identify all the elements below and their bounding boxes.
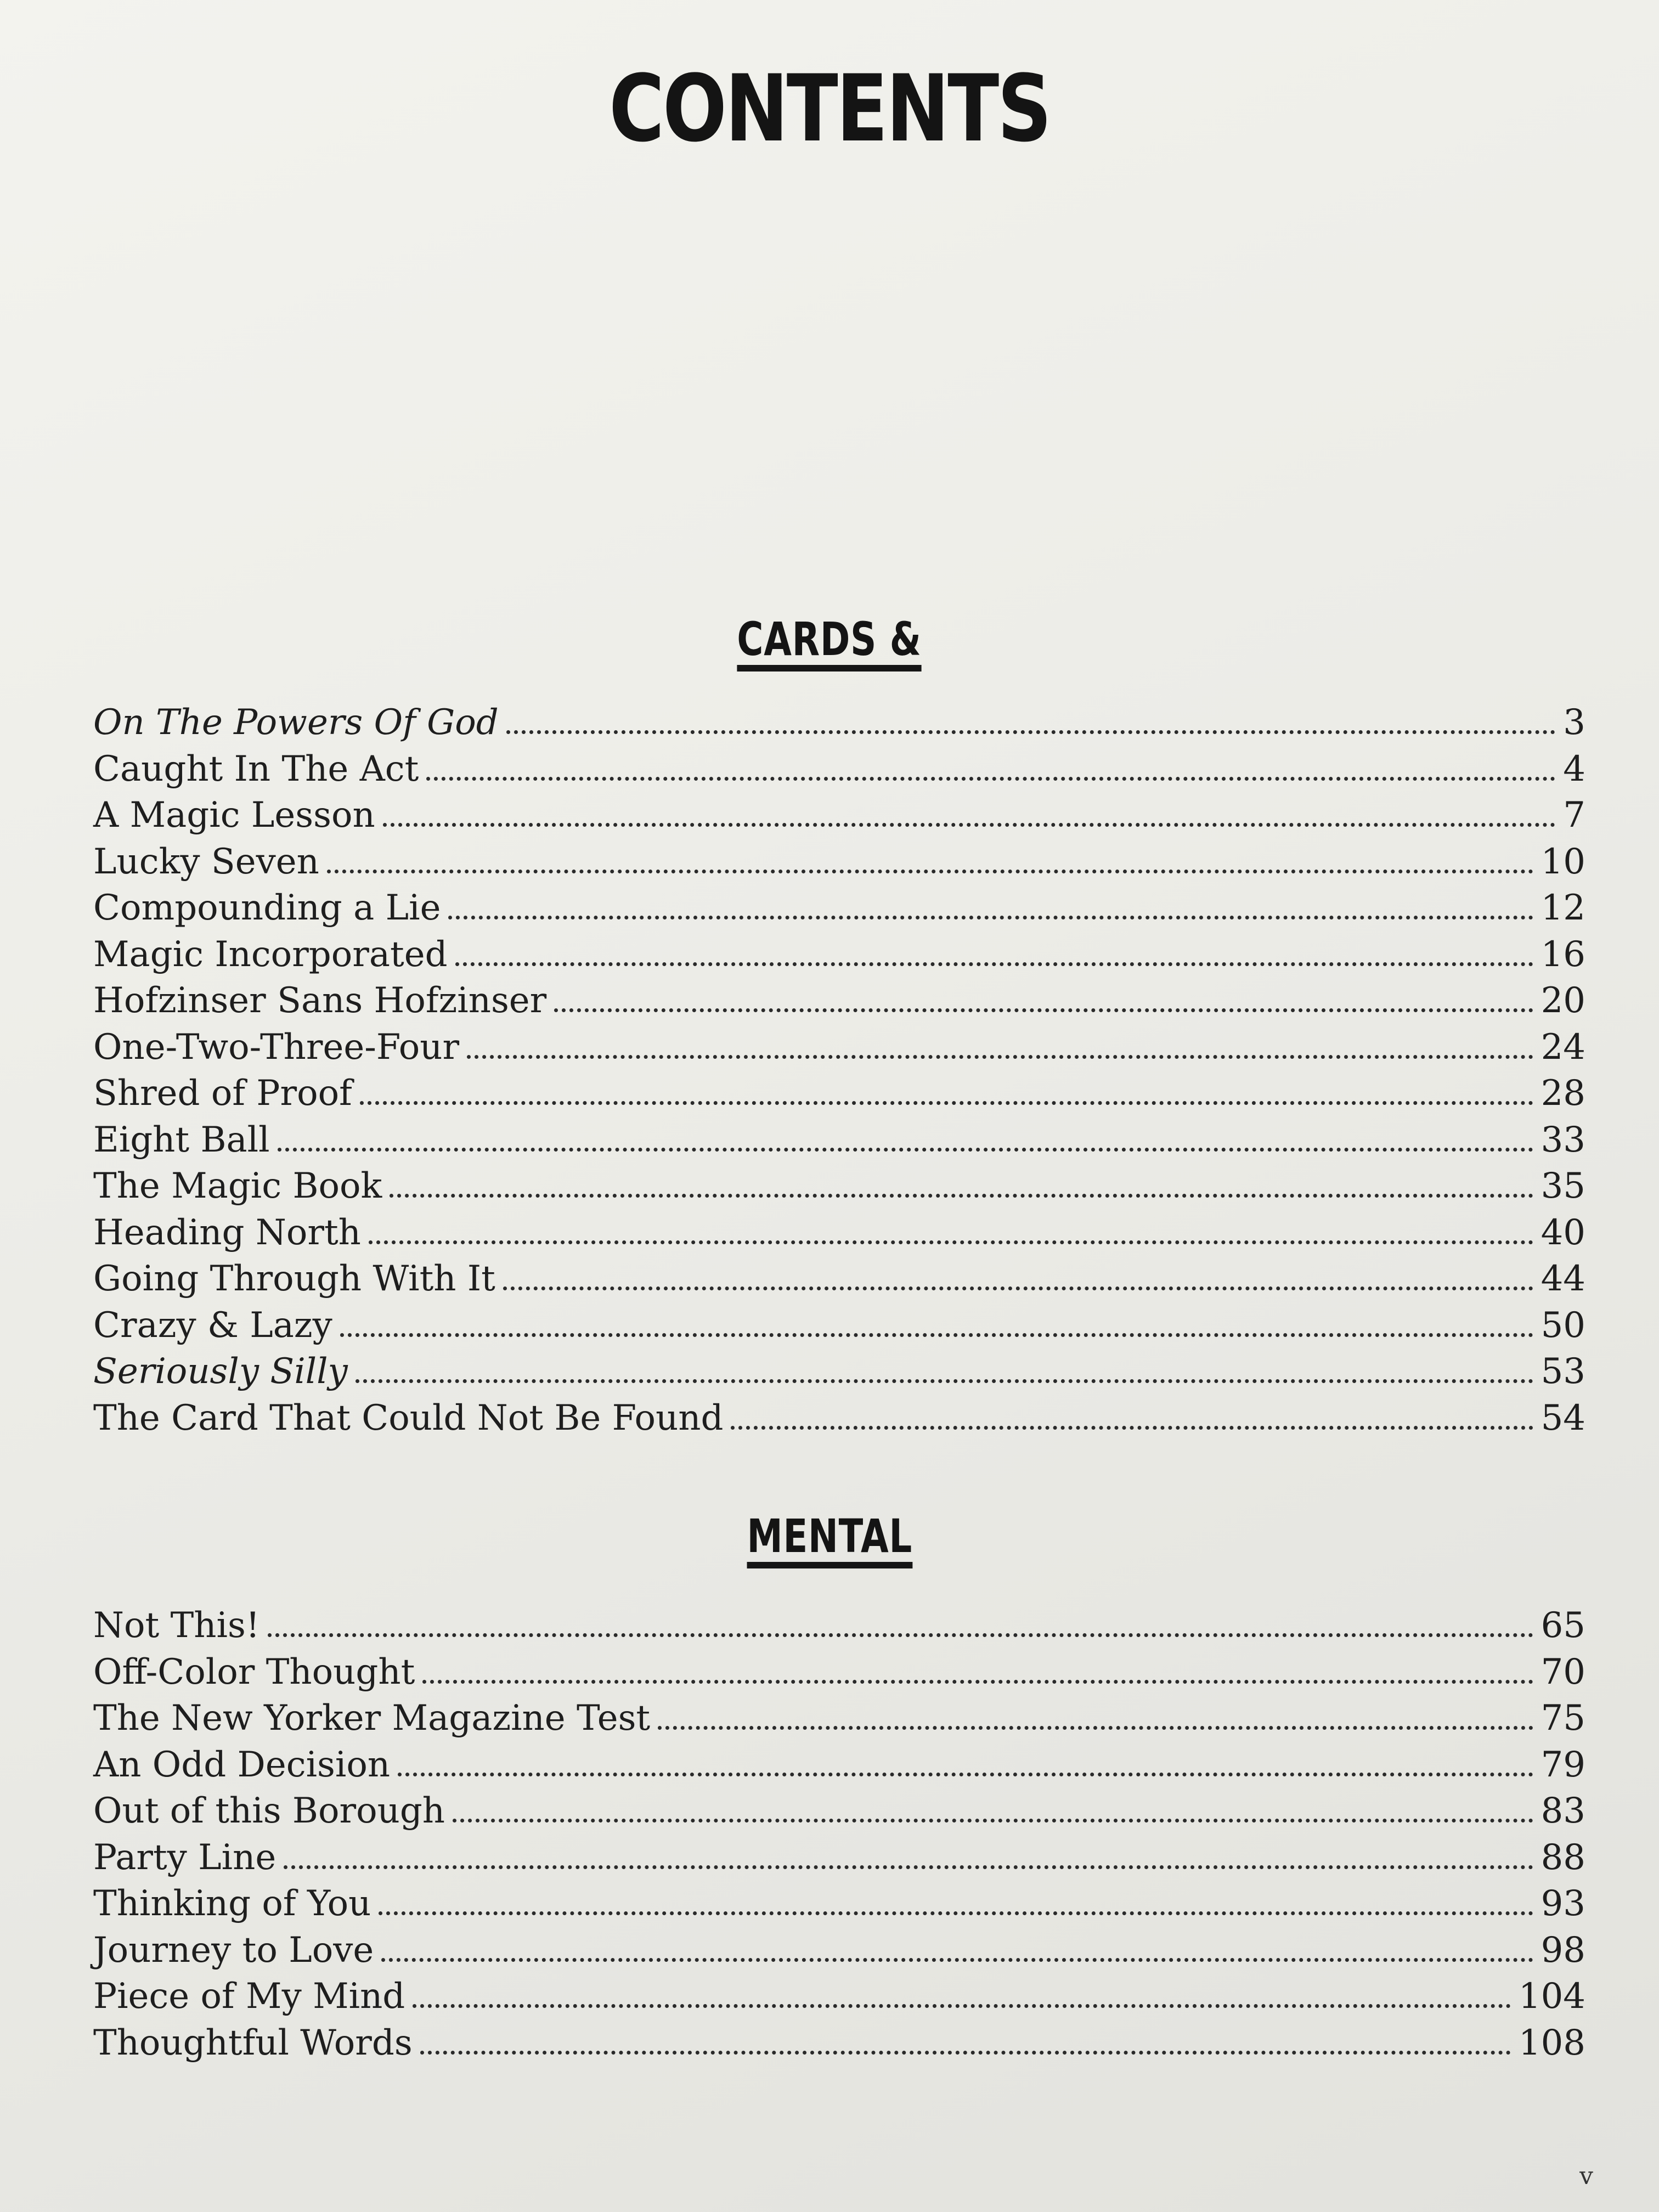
- dot-leader: [369, 1240, 1533, 1244]
- toc-entry: [93, 1652, 1585, 1699]
- toc-entry-page: 16: [1541, 934, 1585, 975]
- toc-entry: [93, 1837, 1585, 1884]
- toc-entry-title: Thinking of You: [93, 1883, 371, 1924]
- toc-entry-title: Thoughtful Words: [93, 2022, 413, 2063]
- toc-entry-page: 65: [1541, 1605, 1585, 1646]
- dot-leader: [327, 870, 1533, 873]
- toc-entry-title: On The Powers Of God: [93, 702, 499, 743]
- dot-leader: [658, 1726, 1533, 1730]
- dot-leader: [455, 962, 1533, 966]
- toc-entry-title: Party Line: [93, 1837, 276, 1878]
- toc-entry-page: 12: [1541, 888, 1585, 928]
- dot-leader: [268, 1633, 1533, 1637]
- toc-entry-page: 75: [1541, 1698, 1585, 1739]
- toc-entry-title: Seriously Silly: [93, 1351, 348, 1392]
- toc-entry-page: 33: [1541, 1119, 1585, 1160]
- toc-entry-title: An Odd Decision: [93, 1744, 391, 1785]
- dot-leader: [381, 1958, 1533, 1962]
- section-heading-cards: [0, 613, 1659, 672]
- toc-entry: [93, 1605, 1585, 1652]
- toc-entry-title: Hofzinser Sans Hofzinser: [93, 980, 547, 1021]
- toc-entry-page: 93: [1541, 1883, 1585, 1924]
- toc-entry-page: 44: [1541, 1259, 1585, 1299]
- toc-entry-page: 53: [1541, 1351, 1585, 1392]
- toc-entry: [93, 1698, 1585, 1745]
- toc-entry-page: 4: [1563, 748, 1585, 789]
- toc-entry: [93, 888, 1585, 934]
- toc-entry: [93, 842, 1585, 888]
- toc-entry: [93, 1883, 1585, 1930]
- toc-entry: [93, 2023, 1585, 2069]
- toc-entry-title: Compounding a Lie: [93, 888, 441, 928]
- dot-leader: [360, 1101, 1533, 1105]
- toc-entry-page: 3: [1563, 702, 1585, 743]
- section-heading-mental: [0, 1510, 1659, 1568]
- toc-entry-page: 104: [1518, 1976, 1585, 2017]
- toc-entry-page: 20: [1541, 980, 1585, 1021]
- toc-entry: [93, 1930, 1585, 1977]
- page-title: CONTENTS: [609, 55, 1050, 162]
- toc-entry-page: 79: [1541, 1744, 1585, 1785]
- toc-entry-page: 54: [1541, 1397, 1585, 1438]
- dot-leader: [422, 1680, 1533, 1684]
- toc-entry: [93, 1073, 1585, 1120]
- toc-entry-title: Caught In The Act: [93, 748, 419, 789]
- toc-entry-title: Journey to Love: [93, 1929, 374, 1971]
- toc-entry: [93, 1745, 1585, 1791]
- dot-leader: [731, 1426, 1533, 1430]
- toc-entry-page: 88: [1541, 1837, 1585, 1878]
- toc-entry-title: The Magic Book: [93, 1166, 382, 1206]
- toc-entry-title: The New Yorker Magazine Test: [93, 1698, 651, 1739]
- toc-entry-title: Not This!: [93, 1605, 260, 1646]
- toc-entry: [93, 1398, 1585, 1444]
- toc-entry: [93, 749, 1585, 795]
- toc-entry-page: 35: [1541, 1166, 1585, 1206]
- toc-entry-page: 24: [1541, 1026, 1585, 1068]
- toc-entry-title: Crazy & Lazy: [93, 1305, 332, 1346]
- dot-leader: [503, 1286, 1533, 1290]
- toc-entry-page: 98: [1541, 1929, 1585, 1971]
- dot-leader: [426, 777, 1555, 781]
- dot-leader: [340, 1333, 1533, 1337]
- toc-entry-title: A Magic Lesson: [93, 795, 375, 836]
- toc-entry: [93, 1259, 1585, 1305]
- dot-leader: [390, 1194, 1533, 1198]
- toc-entry: [93, 1351, 1585, 1398]
- toc-entry: [93, 1027, 1585, 1074]
- toc-entry-page: 70: [1541, 1651, 1585, 1692]
- toc-entry: [93, 1791, 1585, 1837]
- toc-entry-title: Piece of My Mind: [93, 1976, 405, 2017]
- toc-list-cards: [93, 702, 1585, 1444]
- toc-entry: [93, 1976, 1585, 2023]
- toc-entry-title: Shred of Proof: [93, 1073, 352, 1114]
- toc-entry-title: The Card That Could Not Be Found: [93, 1397, 724, 1438]
- dot-leader: [284, 1865, 1533, 1869]
- toc-entry: [93, 1212, 1585, 1259]
- page-number: v: [1579, 2162, 1593, 2190]
- toc-entry: [93, 1120, 1585, 1166]
- dot-leader: [506, 730, 1556, 734]
- dot-leader: [356, 1379, 1533, 1383]
- dot-leader: [383, 823, 1556, 827]
- toc-entry-title: Out of this Borough: [93, 1791, 445, 1831]
- toc-entry-page: 108: [1518, 2022, 1585, 2063]
- dot-leader: [278, 1148, 1533, 1152]
- toc-entry-title: One-Two-Three-Four: [93, 1026, 460, 1068]
- toc-entry-page: 40: [1541, 1212, 1585, 1253]
- toc-entry: [93, 702, 1585, 749]
- toc-entry: [93, 934, 1585, 981]
- dot-leader: [467, 1055, 1533, 1059]
- dot-leader: [453, 1819, 1533, 1822]
- toc-entry-page: 10: [1541, 841, 1585, 882]
- dot-leader: [420, 2051, 1511, 2055]
- section-heading-text: CARDS &: [737, 613, 922, 672]
- dot-leader: [398, 1773, 1533, 1776]
- toc-entry: [93, 980, 1585, 1027]
- toc-entry: [93, 1305, 1585, 1352]
- section-heading-text: MENTAL: [747, 1510, 912, 1568]
- toc-entry-title: Heading North: [93, 1212, 361, 1253]
- toc-entry-title: Magic Incorporated: [93, 934, 448, 975]
- dot-leader: [554, 1008, 1533, 1012]
- toc-entry-page: 7: [1563, 795, 1585, 836]
- toc-entry: [93, 1166, 1585, 1212]
- dot-leader: [448, 916, 1533, 919]
- toc-entry-page: 50: [1541, 1305, 1585, 1346]
- toc-entry-title: Going Through With It: [93, 1259, 495, 1299]
- dot-leader: [413, 2004, 1511, 2008]
- dot-leader: [379, 1911, 1533, 1915]
- toc-entry-title: Lucky Seven: [93, 841, 319, 882]
- toc-entry-page: 28: [1541, 1073, 1585, 1114]
- toc-entry: [93, 795, 1585, 842]
- toc-list-mental: [93, 1605, 1585, 2069]
- toc-entry-title: Eight Ball: [93, 1119, 270, 1160]
- toc-entry-page: 83: [1541, 1791, 1585, 1831]
- toc-entry-title: Off-Color Thought: [93, 1651, 415, 1692]
